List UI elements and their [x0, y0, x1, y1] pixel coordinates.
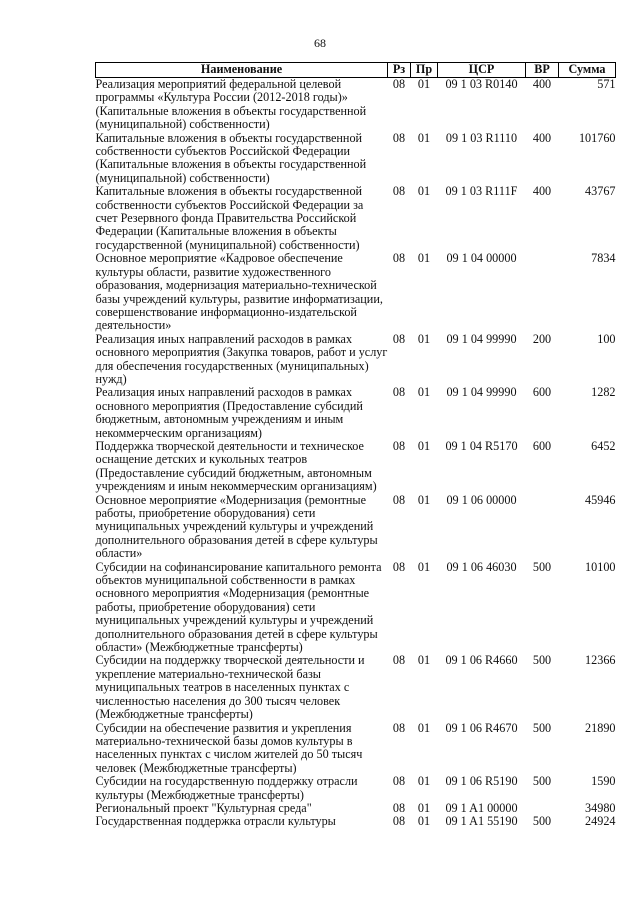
row-csr: 09 1 06 46030	[446, 559, 517, 574]
row-vr: 400	[532, 184, 552, 199]
row-sum: 7834	[591, 251, 616, 266]
row-csr: 09 1 06 00000	[446, 492, 517, 507]
row-rz: 08	[392, 184, 406, 199]
row-rz: 08	[392, 492, 406, 507]
table-row	[96, 440, 616, 494]
row-name: Субсидии на поддержку творческой деятельности и укрепление материально-технической базы муниципальных театров в населенных пунктах с численностью населения до 300 тысяч человек (Межбюджетные трансферты)	[95, 653, 365, 722]
row-vr	[526, 802, 559, 815]
row-csr: 09 1 03 R0140	[445, 77, 518, 91]
row-csr: 09 1 04 R5170	[445, 438, 518, 453]
table-header-row	[96, 63, 616, 78]
row-rz: 08	[392, 800, 406, 815]
row-pr: 01	[417, 438, 431, 453]
row-sum: 571	[597, 77, 616, 91]
row-vr: 400	[532, 77, 552, 91]
row-rz: 08	[392, 559, 406, 574]
row-name: Региональный проект "Культурная среда"	[95, 800, 312, 815]
row-rz: 08	[392, 720, 406, 735]
row-pr: 01	[417, 77, 431, 91]
table-row	[96, 722, 616, 776]
row-pr: 01	[417, 800, 431, 815]
table-row	[96, 252, 616, 332]
row-vr: 200	[532, 331, 552, 346]
row-pr: 01	[417, 653, 431, 668]
row-name: Поддержка творческой деятельности и техническое оснащение детских и кукольных театров (Предоставление субсидий бюджетным, автономным учреждениям и иным некоммерческим организациям)	[95, 438, 377, 494]
row-pr: 01	[417, 130, 431, 145]
row-csr: 09 1 A1 55190	[445, 814, 518, 829]
row-name: Субсидии на софинансирование капитального ремонта объектов муниципальной собственности в рамках основного мероприятия «Модернизация (ремонтные работы, приобретение оборудования) сети муниципальных учреждений культуры и учреждений дополнительного образования детей в сфере культуры области» (Межбюджетные трансферты)	[95, 559, 382, 655]
row-vr	[526, 252, 559, 332]
row-pr: 01	[417, 774, 431, 789]
header-rz: Рз	[388, 63, 411, 78]
row-sum: 101760	[578, 130, 616, 145]
row-vr	[526, 494, 559, 561]
row-pr: 01	[417, 251, 431, 266]
row-rz: 08	[392, 385, 406, 400]
row-sum: 100	[597, 331, 616, 346]
row-csr: 09 1 06 R4670	[445, 720, 518, 735]
row-sum: 24924	[585, 814, 616, 829]
row-name: Реализация иных направлений расходов в рамках основного мероприятия (Закупка товаров, работ и услуг для обеспечения государственных (муниципальных) нужд)	[95, 331, 388, 386]
row-sum: 43767	[585, 184, 616, 199]
row-csr: 09 1 03 R1110	[445, 130, 518, 145]
row-vr: 500	[532, 559, 552, 574]
table-row	[96, 561, 616, 655]
row-rz: 08	[392, 814, 406, 829]
row-name: Субсидии на государственную поддержку отрасли культуры (Межбюджетные трансферты)	[95, 774, 358, 802]
row-pr: 01	[417, 559, 431, 574]
row-csr: 09 1 A1 00000	[445, 800, 518, 815]
table-row	[96, 333, 616, 387]
row-rz: 08	[392, 77, 406, 91]
row-vr: 500	[532, 774, 552, 789]
table-row	[96, 494, 616, 561]
row-csr: 09 1 06 R5190	[445, 774, 518, 789]
row-vr: 600	[532, 438, 552, 453]
row-sum: 6452	[591, 438, 616, 453]
row-vr: 500	[532, 653, 552, 668]
header-pr: Пр	[411, 63, 438, 78]
row-pr: 01	[417, 331, 431, 346]
row-sum: 34980	[585, 800, 616, 815]
page-number: 68	[314, 36, 326, 50]
table-row	[96, 185, 616, 252]
row-sum: 1282	[591, 385, 616, 400]
row-vr: 400	[532, 130, 552, 145]
row-name: Реализация мероприятий федеральной целевой программы «Культура России (2012-2018 годы)» (Капитальные вложения в объекты государственной (муниципальной) собственности)	[95, 77, 367, 132]
row-name: Основное мероприятие «Кадровое обеспечение культуры области, развитие художественного образования, модернизация материально-технической базы учреждений культуры, развитие информатизации, совершенствование информационно-издательской деятельности»	[95, 251, 383, 333]
row-name: Капитальные вложения в объекты государственной собственности субъектов Российской Федерации за счет Резервного фонда Правительства Российской Федерации (Капитальные вложения в объекты государственной (муниципальной) собственности)	[95, 184, 364, 252]
table-row	[96, 654, 616, 721]
row-vr: 500	[532, 720, 552, 735]
row-name: Государственная поддержка отрасли культуры	[95, 814, 336, 829]
header-vr: ВР	[526, 63, 559, 78]
header-csr: ЦСР	[438, 63, 526, 78]
row-name: Реализация иных направлений расходов в рамках основного мероприятия (Предоставление субсидий бюджетным, автономным учреждениям и иным некоммерческим организациям)	[95, 385, 363, 440]
row-rz: 08	[392, 331, 406, 346]
row-vr: 600	[532, 385, 552, 400]
header-name: Наименование	[96, 63, 388, 78]
table-body	[96, 78, 616, 829]
row-csr: 09 1 04 99990	[446, 331, 517, 346]
table-row	[96, 775, 616, 802]
row-pr: 01	[417, 492, 431, 507]
row-name: Субсидии на обеспечение развития и укрепления материально-технической базы домов культуры в населенных пунктах с числом жителей до 50 тысяч человек (Межбюджетные трансферты)	[95, 720, 363, 775]
row-rz: 08	[392, 774, 406, 789]
row-sum: 10100	[585, 559, 616, 574]
row-pr: 01	[417, 184, 431, 199]
row-name: Основное мероприятие «Модернизация (ремонтные работы, приобретение оборудования) сети муниципальных учреждений культуры и учреждений дополнительного образования детей в сфере культуры области»	[95, 492, 378, 561]
row-csr: 09 1 03 R111F	[445, 184, 518, 199]
row-name: Капитальные вложения в объекты государственной собственности субъектов Российской Федерации (Капитальные вложения в объекты государственной (муниципальной) собственности)	[95, 130, 367, 185]
table-row	[96, 78, 616, 132]
header-sum: Сумма	[559, 63, 616, 78]
row-sum: 12366	[585, 653, 616, 668]
row-pr: 01	[417, 385, 431, 400]
row-sum: 1590	[591, 774, 616, 789]
row-pr: 01	[417, 814, 431, 829]
table-row	[96, 815, 616, 828]
budget-table	[95, 62, 616, 829]
row-rz: 08	[392, 251, 406, 266]
row-sum: 21890	[585, 720, 616, 735]
table-row	[96, 386, 616, 440]
table-row	[96, 132, 616, 186]
row-csr: 09 1 06 R4660	[445, 653, 518, 668]
row-pr: 01	[417, 720, 431, 735]
row-rz: 08	[392, 130, 406, 145]
row-rz: 08	[392, 438, 406, 453]
row-csr: 09 1 04 99990	[446, 385, 517, 400]
row-csr: 09 1 04 00000	[446, 251, 517, 266]
row-vr: 500	[532, 814, 552, 829]
row-sum: 45946	[585, 492, 616, 507]
row-rz: 08	[392, 653, 406, 668]
table-row	[96, 802, 616, 815]
